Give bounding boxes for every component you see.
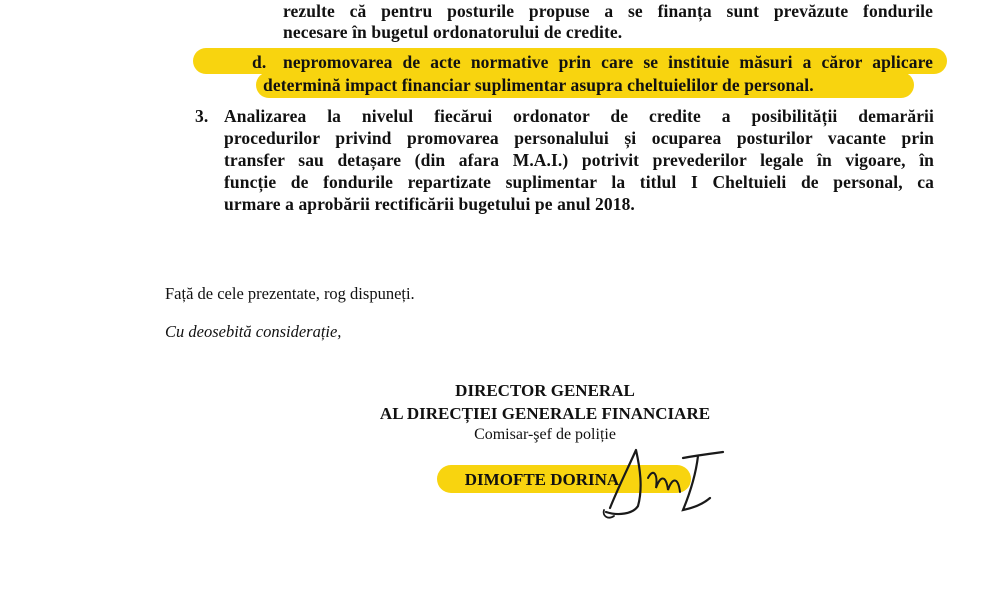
signature-title-line-2: AL DIRECȚIEI GENERALE FINANCIARE <box>379 404 711 423</box>
item-3-line-4: funcție de fondurile repartizate suplimentar la titlul I Cheltuieli de personal, ca <box>224 172 934 192</box>
signature-name: DIMOFTE DORINA <box>464 470 620 489</box>
item-d-line-2: determină impact financiar suplimentar asupra cheltuielilor de personal. <box>263 75 814 95</box>
handwritten-signature-icon <box>598 438 738 523</box>
item-d-line-1: nepromovarea de acte normative prin care se instituie măsuri a căror aplicare <box>283 52 933 72</box>
item-3-line-5: urmare a aprobării rectificării bugetului pe anul 2018. <box>224 194 635 214</box>
item-c-line-2: necesare în bugetul ordonatorului de credite. <box>283 22 623 42</box>
signature-rank: Comisar-şef de poliție <box>474 426 616 443</box>
item-3-line-1: Analizarea la nivelul fiecărui ordonator de credite a posibilității demarării <box>224 106 934 126</box>
item-d-marker: d. <box>252 52 267 72</box>
closing-regards: Cu deosebită considerație, <box>165 322 342 341</box>
signature-title-line-1: DIRECTOR GENERAL <box>455 381 635 400</box>
item-3-line-2: procedurilor privind promovarea personalului și ocuparea posturilor vacante prin <box>224 128 934 148</box>
closing-request: Față de cele prezentate, rog dispuneți. <box>165 284 415 303</box>
item-c-line-1: rezulte că pentru posturile propuse a se finanța sunt prevăzute fondurile <box>283 1 933 21</box>
item-3-marker: 3. <box>195 106 209 126</box>
item-3-line-3: transfer sau detașare (din afara M.A.I.) potrivit prevederilor legale în vigoare, în <box>224 150 934 170</box>
